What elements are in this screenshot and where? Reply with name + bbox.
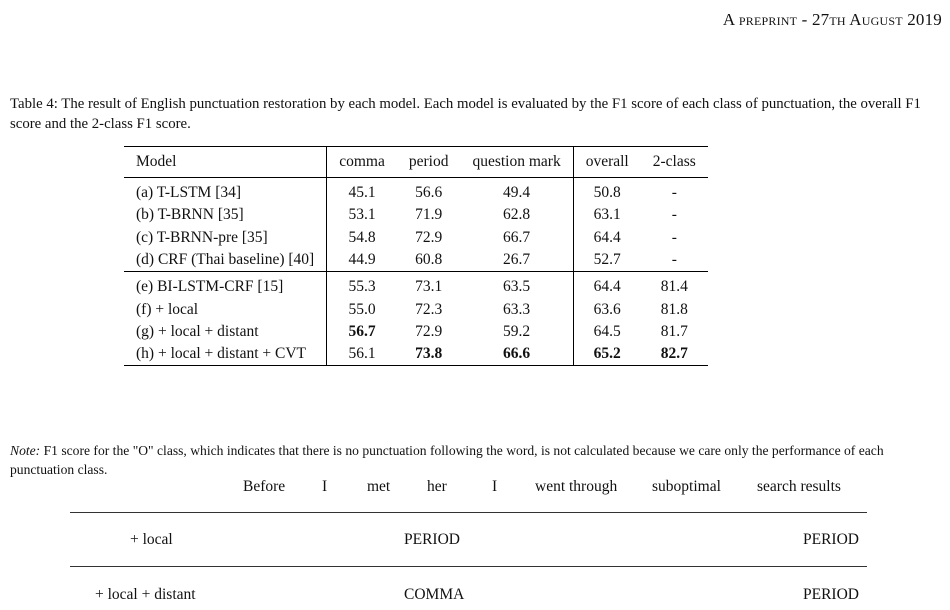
table-header-row	[124, 147, 708, 178]
cell-model: (b) T-BRNN [35]	[124, 204, 327, 226]
cell-overall: 63.6	[593, 300, 621, 318]
cell-question-mark: 63.5	[460, 272, 573, 299]
table-row	[124, 272, 708, 299]
results-table	[124, 146, 708, 366]
cell-model: (a) T-LSTM [34]	[124, 178, 327, 205]
cell-model: (c) T-BRNN-pre [35]	[124, 227, 327, 249]
cell-question-mark: 63.3	[460, 298, 573, 320]
table-caption: Table 4: The result of English punctuation restoration by each model. Each model is evaluated by the F1 score of each class of punctuation, the overall F1 score and the 2-class F1 score.	[10, 96, 921, 132]
cell-question-mark: 26.7	[460, 249, 573, 272]
cell-overall: 50.8	[593, 184, 621, 202]
example-word: suboptimal	[652, 478, 721, 495]
cell-model: (e) BI-LSTM-CRF [15]	[124, 272, 327, 299]
cell-period: 60.8	[415, 251, 443, 269]
page-header	[723, 10, 942, 30]
example-word: went through	[535, 478, 618, 495]
cell-overall: 63.1	[593, 206, 621, 224]
cell-period: 73.8	[397, 343, 461, 366]
cell-comma: 44.9	[348, 251, 376, 269]
cell-question-mark: 59.2	[460, 321, 573, 343]
cell-comma: 55.3	[327, 272, 397, 299]
cell-2-class: -	[671, 251, 677, 269]
table-row	[124, 249, 708, 272]
table-row	[124, 204, 708, 226]
example-word: search results	[757, 478, 841, 495]
cell-period: 56.6	[415, 184, 443, 202]
col-header-period: period	[397, 147, 461, 178]
col-header-model: Model	[124, 147, 327, 178]
table-row	[124, 343, 708, 366]
cell-period: 72.3	[415, 300, 443, 318]
example-tag-mid: PERIOD	[404, 531, 460, 548]
cell-comma: 55.0	[348, 300, 376, 318]
cell-2-class: -	[671, 206, 677, 224]
col-header-comma: comma	[327, 147, 397, 178]
cell-overall: 64.4	[593, 228, 621, 246]
col-header-2-class: 2-class	[641, 147, 708, 178]
cell-period: 72.9	[415, 228, 443, 246]
col-header-question-mark: question mark	[460, 147, 573, 178]
example-figure	[0, 470, 950, 610]
cell-2-class: 81.8	[660, 300, 688, 318]
cell-period: 73.1	[397, 272, 461, 299]
header-running-title: preprint - 27th August 2019	[738, 10, 942, 29]
cell-period: 71.9	[415, 206, 443, 224]
cell-question-mark: 49.4	[460, 178, 573, 205]
cell-comma: 53.1	[348, 206, 376, 224]
cell-overall: 65.2	[573, 343, 641, 366]
table-row	[124, 178, 708, 205]
note-text: F1 score for the "O" class, which indicates that there is no punctuation following the word, is not calculated because we care only the performance of each punctuation class.	[10, 443, 884, 477]
cell-overall: 52.7	[593, 251, 621, 269]
note-label: Note:	[10, 443, 41, 458]
cell-comma: 45.1	[348, 184, 376, 202]
example-rule	[70, 512, 867, 513]
cell-model: (g) + local + distant	[124, 321, 327, 343]
cell-period: 72.9	[415, 322, 443, 340]
example-row-label: + local + distant	[95, 586, 196, 603]
cell-comma: 56.7	[348, 322, 376, 340]
cell-2-class: 82.7	[641, 343, 708, 366]
example-word: Before	[243, 478, 286, 495]
cell-comma: 56.1	[327, 343, 397, 366]
cell-question-mark: 66.6	[460, 343, 573, 366]
header-prefix: A	[722, 10, 735, 29]
table-row	[124, 298, 708, 320]
cell-question-mark: 62.8	[460, 204, 573, 226]
cell-2-class: -	[671, 228, 677, 246]
cell-2-class: 81.7	[660, 322, 688, 340]
cell-comma: 54.8	[348, 228, 376, 246]
cell-2-class: -	[671, 184, 677, 202]
example-tag-end: PERIOD	[803, 586, 859, 603]
table-row	[124, 227, 708, 249]
example-tag-mid: COMMA	[404, 586, 465, 603]
example-word: her	[427, 478, 447, 495]
cell-model: (d) CRF (Thai baseline) [40]	[124, 249, 327, 272]
example-word: met	[367, 478, 391, 495]
cell-model: (f) + local	[124, 298, 327, 320]
table-row	[124, 321, 708, 343]
example-word: I	[322, 478, 328, 495]
col-header-overall: overall	[573, 147, 641, 178]
cell-overall: 64.5	[593, 322, 621, 340]
example-rule	[70, 566, 867, 567]
cell-overall: 64.4	[573, 272, 641, 299]
example-row-label: + local	[130, 531, 173, 548]
cell-2-class: 81.4	[641, 272, 708, 299]
example-word: I	[492, 478, 498, 495]
cell-question-mark: 66.7	[460, 227, 573, 249]
cell-model: (h) + local + distant + CVT	[124, 343, 327, 366]
example-tag-end: PERIOD	[803, 531, 859, 548]
